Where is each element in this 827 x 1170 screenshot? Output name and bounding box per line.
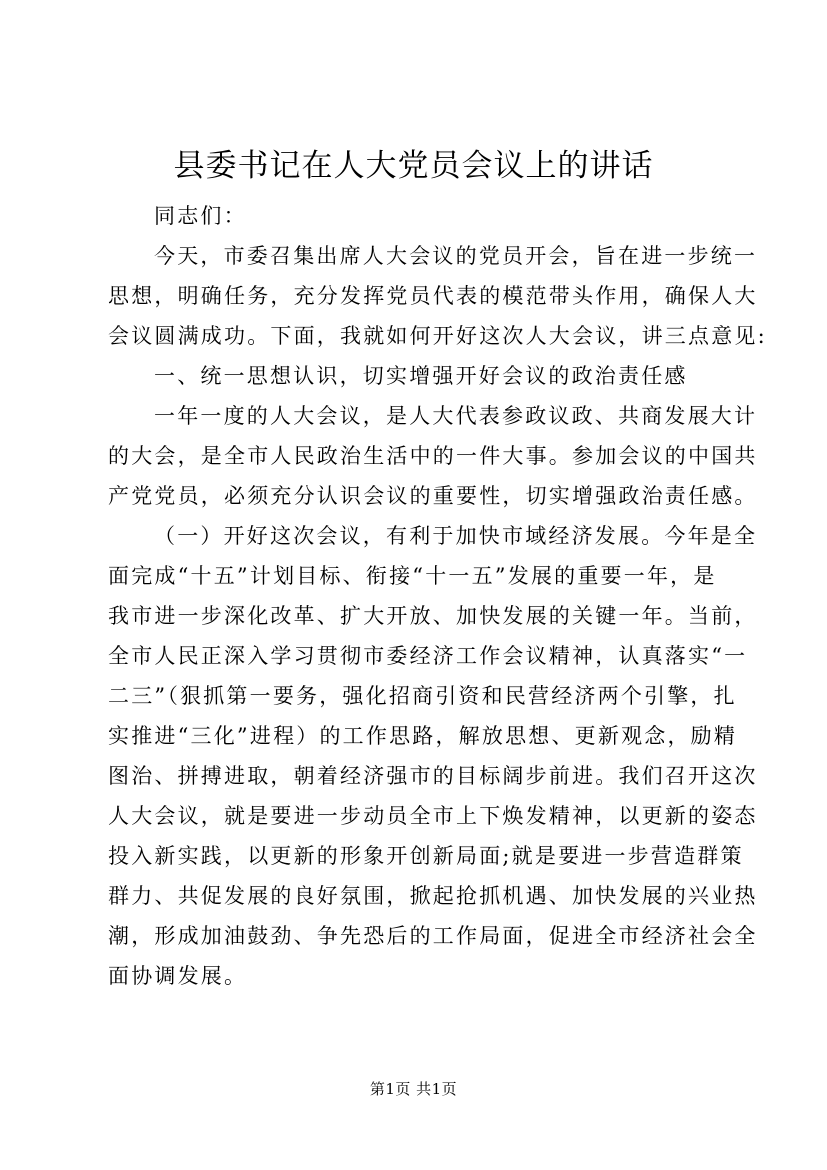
body-line: 投入新实践，以更新的形象开创新局面;就是要进一步营造群策 [108, 844, 744, 868]
body-line: 产党党员，必须充分认识会议的重要性，切实增强政治责任感。 [108, 484, 758, 508]
body-line: 面完成“十五”计划目标、衔接“十一五”发展的重要一年，是 [108, 564, 717, 588]
body-line: 群力、共促发展的良好氛围，掀起抢抓机遇、加快发展的兴业热 [108, 884, 758, 908]
body-line: 我市进一步深化改革、扩大开放、加快发展的关键一年。当前， [108, 604, 758, 628]
body-line: 实推进“三化”进程）的工作思路，解放思想、更新观念，励精 [108, 724, 738, 748]
page-footer: 第1页 共1页 [369, 1080, 458, 1098]
body-line: 思想，明确任务，充分发挥党员代表的模范带头作用，确保人大 [108, 284, 758, 308]
body-line: 二三”（狠抓第一要务，强化招商引资和民营经济两个引擎，扎 [108, 684, 737, 708]
body-line: 会议圆满成功。下面，我就如何开好这次人大会议，讲三点意见: [108, 324, 767, 348]
body-line: （一）开好这次会议，有利于加快市域经济发展。今年是全 [154, 524, 758, 548]
document-body [108, 196, 767, 996]
body-line: 潮，形成加油鼓劲、争先恐后的工作局面，促进全市经济社会全 [108, 924, 758, 948]
body-line: 今天，市委召集出席人大会议的党员开会，旨在进一步统一 [154, 244, 758, 268]
body-line: 面协调发展。 [108, 964, 248, 988]
body-line: 人大会议，就是要进一步动员全市上下焕发精神，以更新的姿态 [108, 804, 758, 828]
body-line: 图治、拼搏进取，朝着经济强市的目标阔步前进。我们召开这次 [108, 764, 758, 788]
body-line: 一年一度的人大会议，是人大代表参政议政、共商发展大计 [154, 404, 758, 428]
body-line: 的大会，是全市人民政治生活中的一件大事。参加会议的中国共 [108, 444, 758, 468]
salutation-line: 同志们： [154, 204, 247, 228]
body-line: 全市人民正深入学习贯彻市委经济工作会议精神，认真落实“一 [108, 644, 748, 668]
document-title: 县委书记在人大党员会议上的讲话 [173, 148, 654, 184]
section-heading: 一、统一思想认识，切实增强开好会议的政治责任感 [154, 364, 688, 388]
